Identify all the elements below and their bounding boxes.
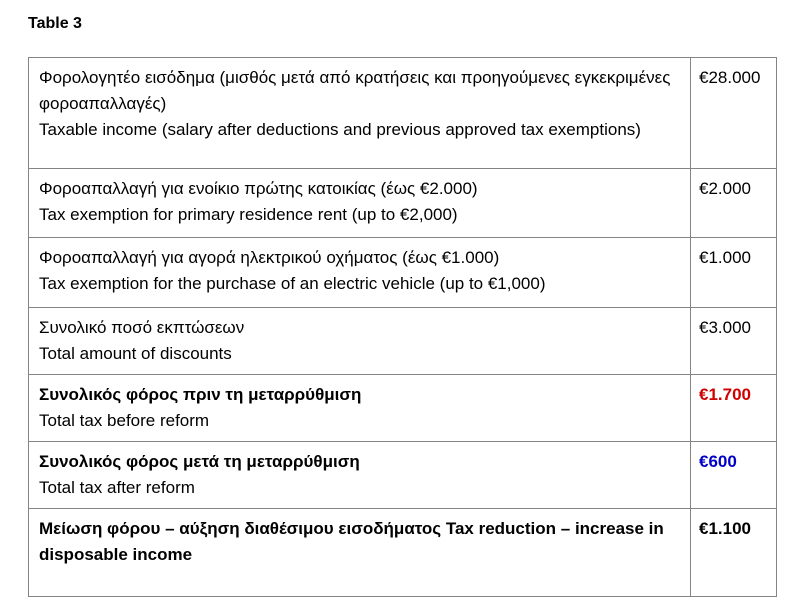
page-title: Table 3 bbox=[28, 15, 82, 32]
row-english-text: Tax exemption for primary residence rent (up to €2,000) bbox=[39, 205, 458, 224]
row-english-text: Tax exemption for the purchase of an electric vehicle (up to €1,000) bbox=[39, 274, 546, 293]
row-greek-text: Φοροαπαλλαγή για αγορά ηλεκτρικού οχήματος (έως €1.000) bbox=[39, 248, 500, 267]
table-row bbox=[29, 375, 777, 442]
row-greek-text: Συνολικό ποσό εκπτώσεων bbox=[39, 318, 245, 337]
row-description-cell bbox=[29, 375, 691, 442]
row-english-text: Total tax before reform bbox=[39, 411, 210, 430]
row-value-cell: €1.700 bbox=[691, 375, 777, 442]
row-greek-text: Συνολικός φόρος πριν τη μεταρρύθμιση bbox=[39, 385, 362, 404]
row-value-cell: €3.000 bbox=[691, 308, 777, 375]
row-greek-text: Φοροαπαλλαγή για ενοίκιο πρώτης κατοικίας (έως €2.000) bbox=[39, 179, 478, 198]
row-combined-text: Μείωση φόρου – αύξηση διαθέσιμου εισοδήματος Tax reduction – increase in disposable income bbox=[39, 519, 664, 564]
row-value-cell: €28.000 bbox=[691, 58, 777, 169]
table-row bbox=[29, 509, 777, 597]
row-description-cell bbox=[29, 308, 691, 375]
row-greek-text: Συνολικός φόρος μετά τη μεταρρύθμιση bbox=[39, 452, 360, 471]
row-value-cell: €2.000 bbox=[691, 169, 777, 238]
table-row bbox=[29, 169, 777, 238]
row-description-cell bbox=[29, 169, 691, 238]
table-row bbox=[29, 308, 777, 375]
row-description-cell bbox=[29, 238, 691, 308]
tax-table bbox=[28, 57, 777, 597]
row-english-text: Total tax after reform bbox=[39, 478, 195, 497]
row-value-cell: €1.100 bbox=[691, 509, 777, 597]
row-value-cell: €1.000 bbox=[691, 238, 777, 308]
row-value-cell: €600 bbox=[691, 442, 777, 509]
row-description-cell bbox=[29, 58, 691, 169]
row-greek-text: Φορολογητέο εισόδημα (μισθός μετά από κρατήσεις και προηγούμενες εγκεκριμένες φοροαπαλλαγές) bbox=[39, 68, 671, 113]
row-english-text: Total amount of discounts bbox=[39, 344, 232, 363]
table-row bbox=[29, 442, 777, 509]
table-row bbox=[29, 58, 777, 169]
table-row bbox=[29, 238, 777, 308]
row-description-cell bbox=[29, 442, 691, 509]
row-description-cell bbox=[29, 509, 691, 597]
row-english-text: Taxable income (salary after deductions and previous approved tax exemptions) bbox=[39, 120, 641, 139]
